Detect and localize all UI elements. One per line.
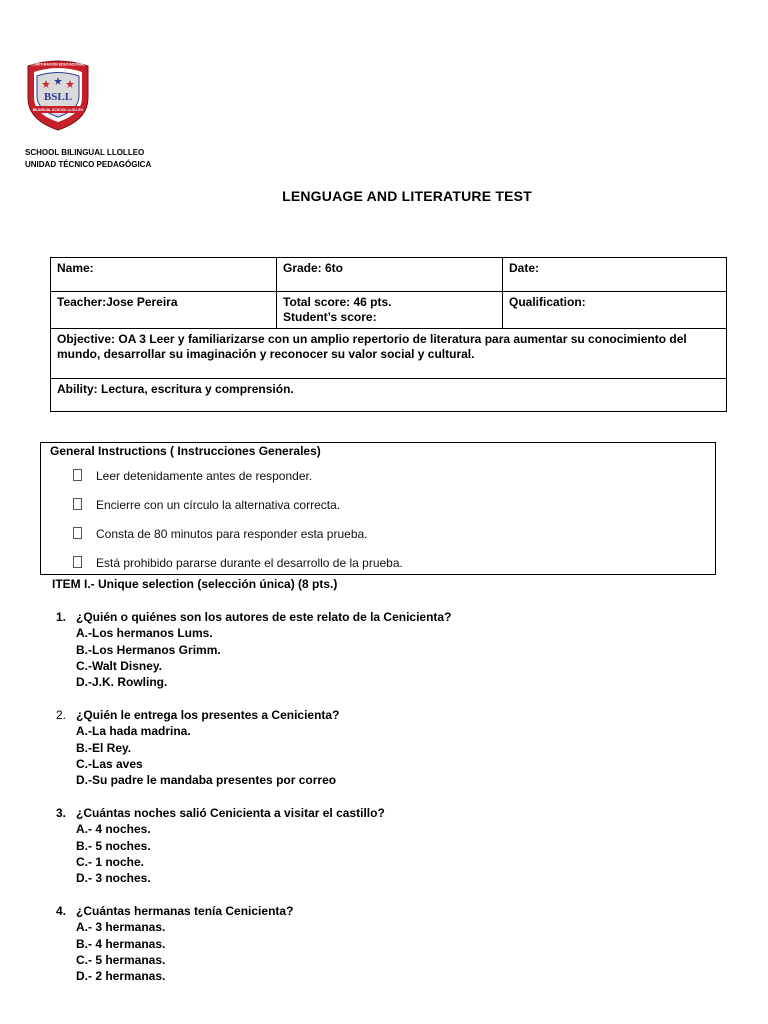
name-cell: Name: [51, 258, 277, 292]
logo-top-text: CORPORACION EDUCACIONAL [30, 62, 86, 67]
answer-option[interactable]: D.-Su padre le mandaba presentes por correo [76, 773, 337, 788]
bullet-icon [73, 556, 82, 568]
question-number: 4. [56, 904, 67, 918]
question-number: 3. [56, 806, 67, 820]
instruction-item [73, 527, 368, 541]
answer-option[interactable]: B.-El Rey. [76, 740, 132, 755]
answer-option[interactable]: A.-Los hermanos Lums. [76, 626, 213, 641]
answer-option[interactable]: C.-Las aves [76, 756, 143, 771]
instructions-box [40, 442, 716, 575]
bullet-icon [73, 527, 82, 539]
question-text: ¿Cuántas hermanas tenía Cenicienta? [76, 904, 294, 918]
school-header [25, 147, 151, 171]
instruction-item [73, 469, 312, 483]
student-score: Student’s score: [283, 310, 377, 324]
question-text: ¿Quién le entrega los presentes a Cenicienta? [76, 708, 340, 722]
answer-option[interactable]: D.-J.K. Rowling. [76, 675, 168, 690]
school-name: SCHOOL BILINGUAL LLOLLEO [25, 148, 145, 157]
question-number: 2. [56, 708, 67, 722]
question-number: 1. [56, 610, 67, 624]
date-cell: Date: [503, 258, 727, 292]
instruction-text: Consta de 80 minutos para responder esta prueba. [96, 527, 368, 541]
objective-cell: Objective: OA 3 Leer y familiarizarse con un amplio repertorio de literatura para aumentar su conocimiento del mundo, desarrollar su imaginación y reconocer su valor social y cultural. [51, 329, 727, 379]
logo-bottom-text: BILINGUAL SCHOOL LLOLLEO [32, 108, 84, 112]
answer-option[interactable]: B.-Los Hermanos Grimm. [76, 642, 221, 657]
answer-option[interactable]: C.- 5 hermanas. [76, 952, 166, 967]
question [56, 609, 451, 690]
teacher-cell: Teacher:Jose Pereira [51, 292, 277, 329]
instruction-text: Encierre con un círculo la alternativa correcta. [96, 498, 341, 512]
school-unit: UNIDAD TÉCNICO PEDAGÓGICA [25, 160, 152, 169]
answer-option[interactable]: B.- 4 hermanas. [76, 936, 166, 951]
page-title: LENGUAGE AND LITERATURE TEST [282, 188, 532, 204]
answer-option[interactable]: A.- 3 hermanas. [76, 920, 166, 935]
info-table [50, 257, 727, 412]
question [56, 903, 293, 984]
item-heading: ITEM I.- Unique selection (selección única) (8 pts.) [52, 577, 338, 591]
answer-option[interactable]: A.- 4 noches. [76, 822, 151, 837]
total-score: Total score: 46 pts. [283, 295, 392, 309]
instruction-text: Leer detenidamente antes de responder. [96, 469, 313, 483]
school-logo [22, 56, 94, 132]
instruction-item [73, 498, 340, 512]
question [56, 805, 385, 886]
instruction-item [73, 556, 403, 570]
instructions-title: General Instructions ( Instrucciones Generales) [50, 444, 321, 458]
qualification-cell: Qualification: [503, 292, 727, 329]
answer-option[interactable]: D.- 2 hermanas. [76, 969, 166, 984]
answer-option[interactable]: C.- 1 noche. [76, 854, 145, 869]
question-text: ¿Quién o quiénes son los autores de este relato de la Cenicienta? [76, 610, 452, 624]
info-row [51, 329, 727, 379]
grade-cell: Grade: 6to [277, 258, 503, 292]
answer-option[interactable]: A.-La hada madrina. [76, 724, 191, 739]
info-row [51, 258, 727, 292]
score-cell [277, 292, 503, 329]
instruction-text: Está prohibido pararse durante el desarrollo de la prueba. [96, 556, 403, 570]
question [56, 707, 339, 788]
question-text: ¿Cuántas noches salió Cenicienta a visitar el castillo? [76, 806, 385, 820]
ability-cell: Ability: Lectura, escritura y comprensión. [51, 379, 727, 412]
info-row [51, 379, 727, 412]
bullet-icon [73, 469, 82, 481]
answer-option[interactable]: D.- 3 noches. [76, 871, 151, 886]
info-row [51, 292, 727, 329]
bullet-icon [73, 498, 82, 510]
logo-text: BSLL [43, 91, 73, 103]
answer-option[interactable]: C.-Walt Disney. [76, 658, 163, 673]
answer-option[interactable]: B.- 5 noches. [76, 838, 151, 853]
